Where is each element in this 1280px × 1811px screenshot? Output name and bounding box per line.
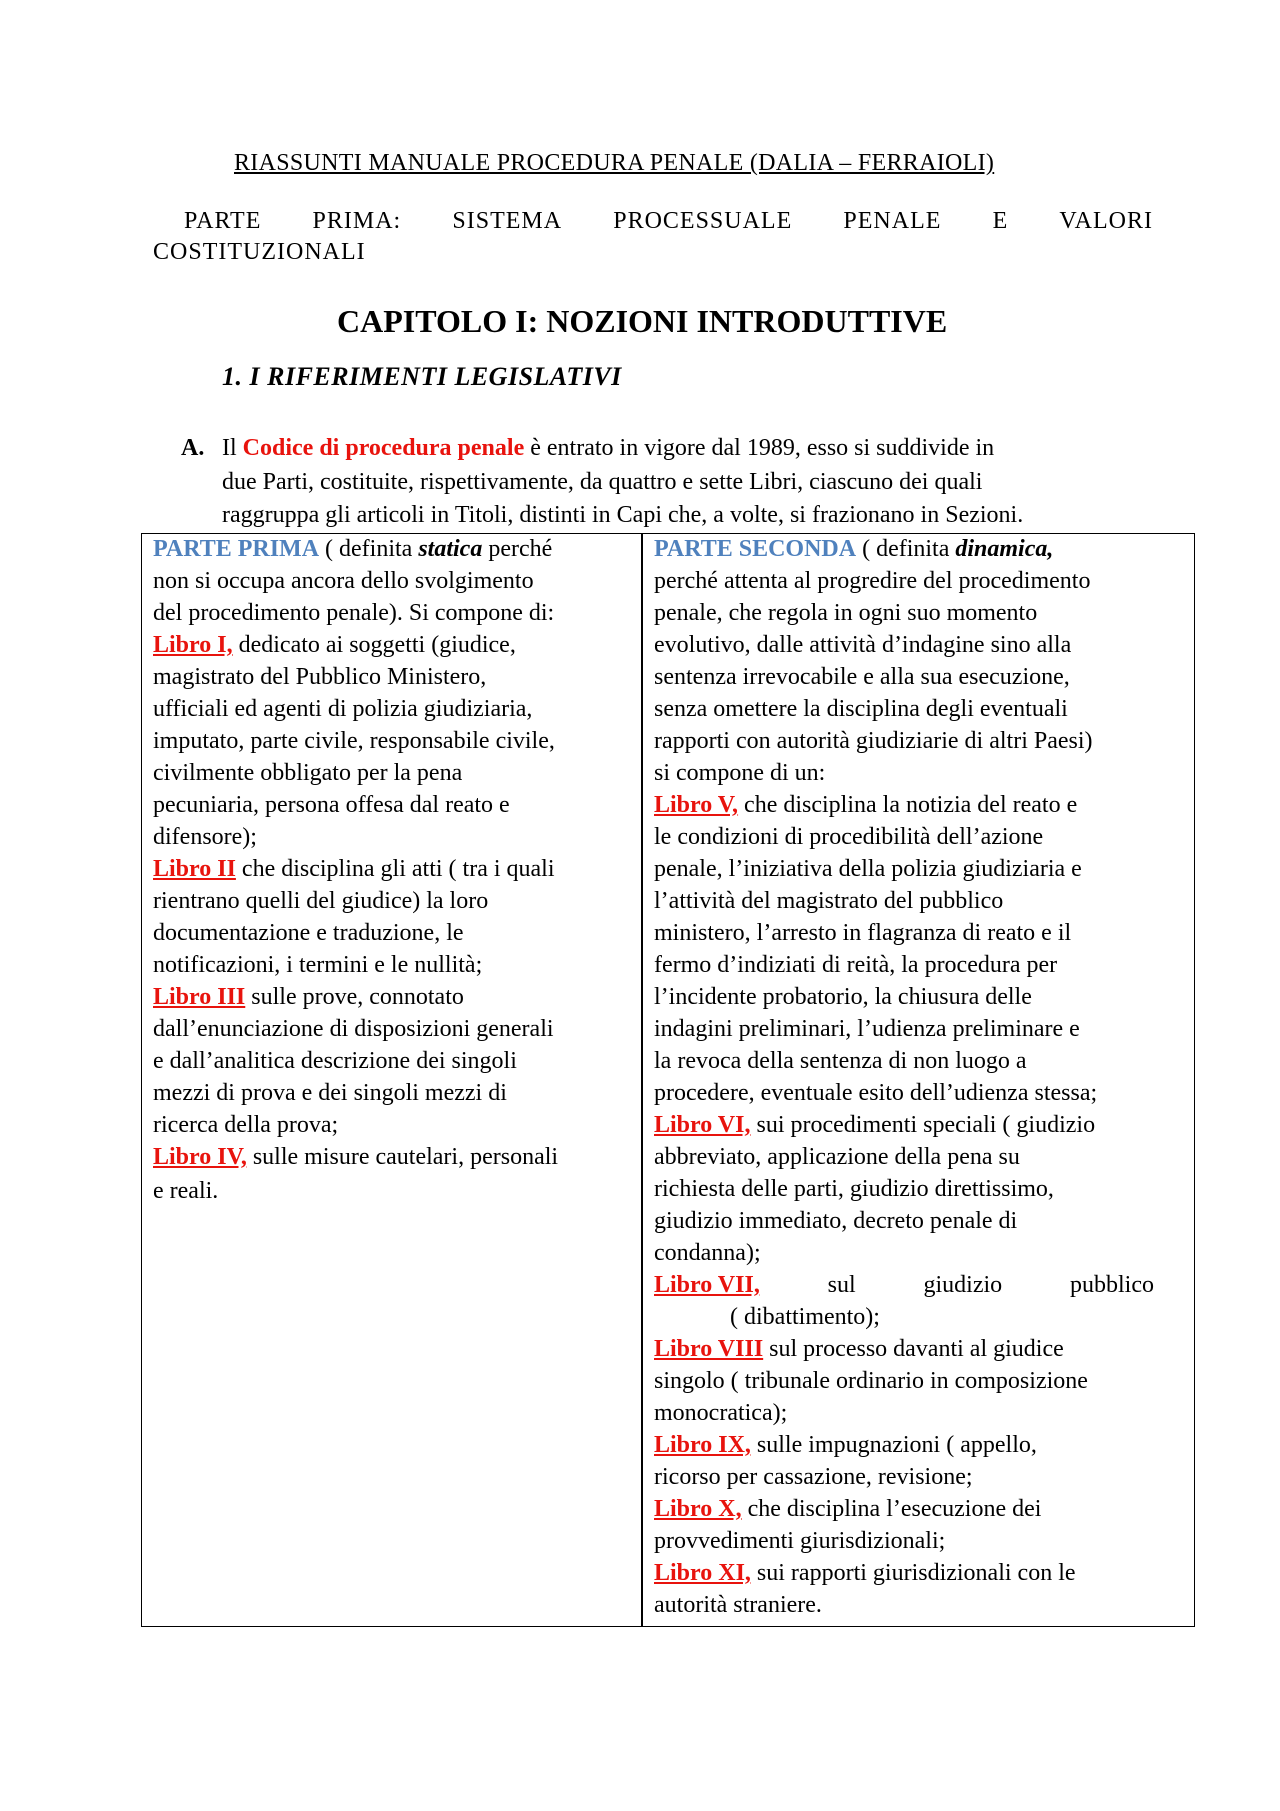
intro-text: Il	[222, 435, 243, 461]
cell-line: l’incidente probatorio, la chiusura delle	[654, 984, 1032, 1010]
cell-line	[654, 1493, 1181, 1525]
libro-iv-link[interactable]: Libro IV,	[153, 1144, 247, 1170]
cell-line	[153, 533, 621, 565]
intro-line	[222, 435, 994, 462]
cell-line: e dall’analitica descrizione dei singoli	[153, 1048, 517, 1074]
cell-text: che disciplina gli atti ( tra i quali	[235, 856, 555, 882]
cell-line: indagini preliminari, l’udienza preliminare e	[654, 1016, 1080, 1042]
cell-line	[654, 1109, 1181, 1141]
cell-line: evolutivo, dalle attività d’indagine sino alla	[654, 632, 1072, 658]
cell-line	[153, 981, 621, 1013]
cell-text: sul	[827, 1272, 856, 1298]
libro-ii-link[interactable]: Libro II	[153, 856, 236, 882]
part-title-word: VALORI	[1059, 208, 1153, 234]
cell-line: non si occupa ancora dello svolgimento	[153, 568, 534, 594]
cell-text: perché	[482, 536, 553, 562]
cell-text: ( definita	[319, 536, 419, 562]
cell-text: sulle misure cautelari, personali	[246, 1144, 559, 1170]
parte-prima-heading: PARTE PRIMA	[153, 536, 320, 562]
emphasis-statica: statica	[418, 536, 483, 562]
cell-line: perché attenta al progredire del procedimento	[654, 568, 1091, 594]
emphasis-dinamica: dinamica,	[955, 536, 1054, 562]
cell-text: che disciplina la notizia del reato e	[738, 792, 1078, 818]
cell-line: sentenza irrevocabile e alla sua esecuzione,	[654, 664, 1070, 690]
cell-line	[654, 1333, 1181, 1365]
part-title-word: PARTE	[184, 208, 262, 234]
cell-line: ricorso per cassazione, revisione;	[654, 1464, 973, 1490]
cell-line: dall’enunciazione di disposizioni generali	[153, 1016, 554, 1042]
cell-line: del procedimento penale). Si compone di:	[153, 600, 555, 626]
paragraph-label: A.	[181, 435, 205, 461]
cell-line	[654, 1429, 1181, 1461]
cell-line: abbreviato, applicazione della pena su	[654, 1144, 1020, 1170]
cell-line: provvedimenti giurisdizionali;	[654, 1528, 946, 1554]
libro-ix-link[interactable]: Libro IX,	[654, 1432, 751, 1458]
cell-line: rapporti con autorità giudiziarie di altri Paesi)	[654, 728, 1093, 754]
part-title-word: SISTEMA	[452, 208, 563, 234]
part-title-line2: COSTITUZIONALI	[153, 239, 366, 265]
part-title-word: PENALE	[843, 208, 942, 234]
part-title-word: PROCESSUALE	[613, 208, 793, 234]
cell-text: giudizio	[923, 1272, 1003, 1298]
cell-line: ufficiali ed agenti di polizia giudiziaria,	[153, 696, 533, 722]
cell-line: ricerca della prova;	[153, 1112, 339, 1138]
intro-text: è entrato in vigore dal 1989, esso si suddivide in	[524, 435, 995, 461]
cell-line: senza omettere la disciplina degli eventuali	[654, 696, 1068, 722]
cell-text: sui rapporti giurisdizionali con le	[750, 1560, 1076, 1586]
cell-line: civilmente obbligato per la pena	[153, 760, 463, 786]
libro-v-link[interactable]: Libro V,	[654, 792, 739, 818]
cell-line: penale, l’iniziativa della polizia giudiziaria e	[654, 856, 1082, 882]
intro-line: raggruppa gli articoli in Titoli, distinti in Capi che, a volte, si frazionano in Sezioni.	[222, 502, 1024, 528]
cell-text: pubblico	[1069, 1272, 1154, 1298]
cell-line: fermo d’indiziati di reità, la procedura per	[654, 952, 1058, 978]
cell-text: sul processo davanti al giudice	[763, 1336, 1064, 1362]
cell-line: pecuniaria, persona offesa dal reato e	[153, 792, 510, 818]
cell-text: sui procedimenti speciali ( giudizio	[750, 1112, 1096, 1138]
cell-text: sulle prove, connotato	[245, 984, 464, 1010]
libro-viii-link[interactable]: Libro VIII	[654, 1336, 764, 1362]
libro-xi-link[interactable]: Libro XI,	[654, 1560, 751, 1586]
cell-line: giudizio immediato, decreto penale di	[654, 1208, 1018, 1234]
cell-text: ( definita	[856, 536, 956, 562]
cell-line: notificazioni, i termini e le nullità;	[153, 952, 483, 978]
libro-vii-link[interactable]: Libro VII,	[654, 1272, 760, 1298]
cell-line: richiesta delle parti, giudizio direttissimo,	[654, 1176, 1054, 1202]
cell-line	[153, 853, 621, 885]
cell-line: procedere, eventuale esito dell’udienza stessa;	[654, 1080, 1098, 1106]
cell-line: difensore);	[153, 824, 257, 850]
cell-line	[153, 661, 621, 693]
cell-line: documentazione e traduzione, le	[153, 920, 464, 946]
cell-line	[654, 1557, 1181, 1589]
cell-text: dedicato ai soggetti (giudice,	[232, 632, 516, 658]
libro-iii-link[interactable]: Libro III	[153, 984, 246, 1010]
cell-line: imputato, parte civile, responsabile civile,	[153, 728, 555, 754]
cell-text: sulle impugnazioni ( appello,	[750, 1432, 1037, 1458]
cell-line	[654, 1269, 1154, 1301]
cell-line: la revoca della sentenza di non luogo a	[654, 1048, 1027, 1074]
cell-line: e reali.	[153, 1178, 219, 1204]
cell-line: mezzi di prova e dei singoli mezzi di	[153, 1080, 507, 1106]
part-title	[153, 206, 1153, 268]
cell-text: che disciplina l’esecuzione dei	[741, 1496, 1042, 1522]
cell-text: magistrato del Pubblico Ministero,	[153, 664, 487, 690]
highlight-codice: Codice di procedura penale	[242, 435, 525, 461]
part-title-word: E	[992, 208, 1009, 234]
part-title-word: PRIMA:	[312, 208, 402, 234]
cell-line: condanna);	[654, 1240, 761, 1266]
parte-seconda-heading: PARTE SECONDA	[654, 536, 857, 562]
cell-line: l’attività del magistrato del pubblico	[654, 888, 1004, 914]
cell-line	[153, 629, 621, 661]
cell-line: rientrano quelli del giudice) la loro	[153, 888, 489, 914]
cell-line: penale, che regola in ogni suo momento	[654, 600, 1038, 626]
cell-line	[153, 1141, 621, 1173]
cell-line: le condizioni di procedibilità dell’azione	[654, 824, 1044, 850]
cell-line: si compone di un:	[654, 760, 826, 786]
cell-line: ( dibattimento);	[730, 1304, 880, 1330]
cell-line: ministero, l’arresto in flagranza di reato e il	[654, 920, 1072, 946]
libro-x-link[interactable]: Libro X,	[654, 1496, 742, 1522]
libro-i-link[interactable]: Libro I,	[153, 632, 233, 658]
intro-line: due Parti, costituite, rispettivamente, da quattro e sette Libri, ciascuno dei quali	[222, 469, 983, 495]
cell-line: monocratica);	[654, 1400, 788, 1426]
cell-line: singolo ( tribunale ordinario in composizione	[654, 1368, 1088, 1394]
cell-line	[654, 533, 1181, 565]
chapter-heading: CAPITOLO I: NOZIONI INTRODUTTIVE	[337, 303, 948, 339]
libro-vi-link[interactable]: Libro VI,	[654, 1112, 751, 1138]
section-heading: 1. I RIFERIMENTI LEGISLATIVI	[222, 362, 622, 391]
table-column-divider	[641, 533, 643, 1627]
document-title: RIASSUNTI MANUALE PROCEDURA PENALE (DALIA – FERRAIOLI)	[234, 150, 995, 176]
cell-line	[654, 789, 1181, 821]
cell-line: autorità straniere.	[654, 1592, 822, 1618]
